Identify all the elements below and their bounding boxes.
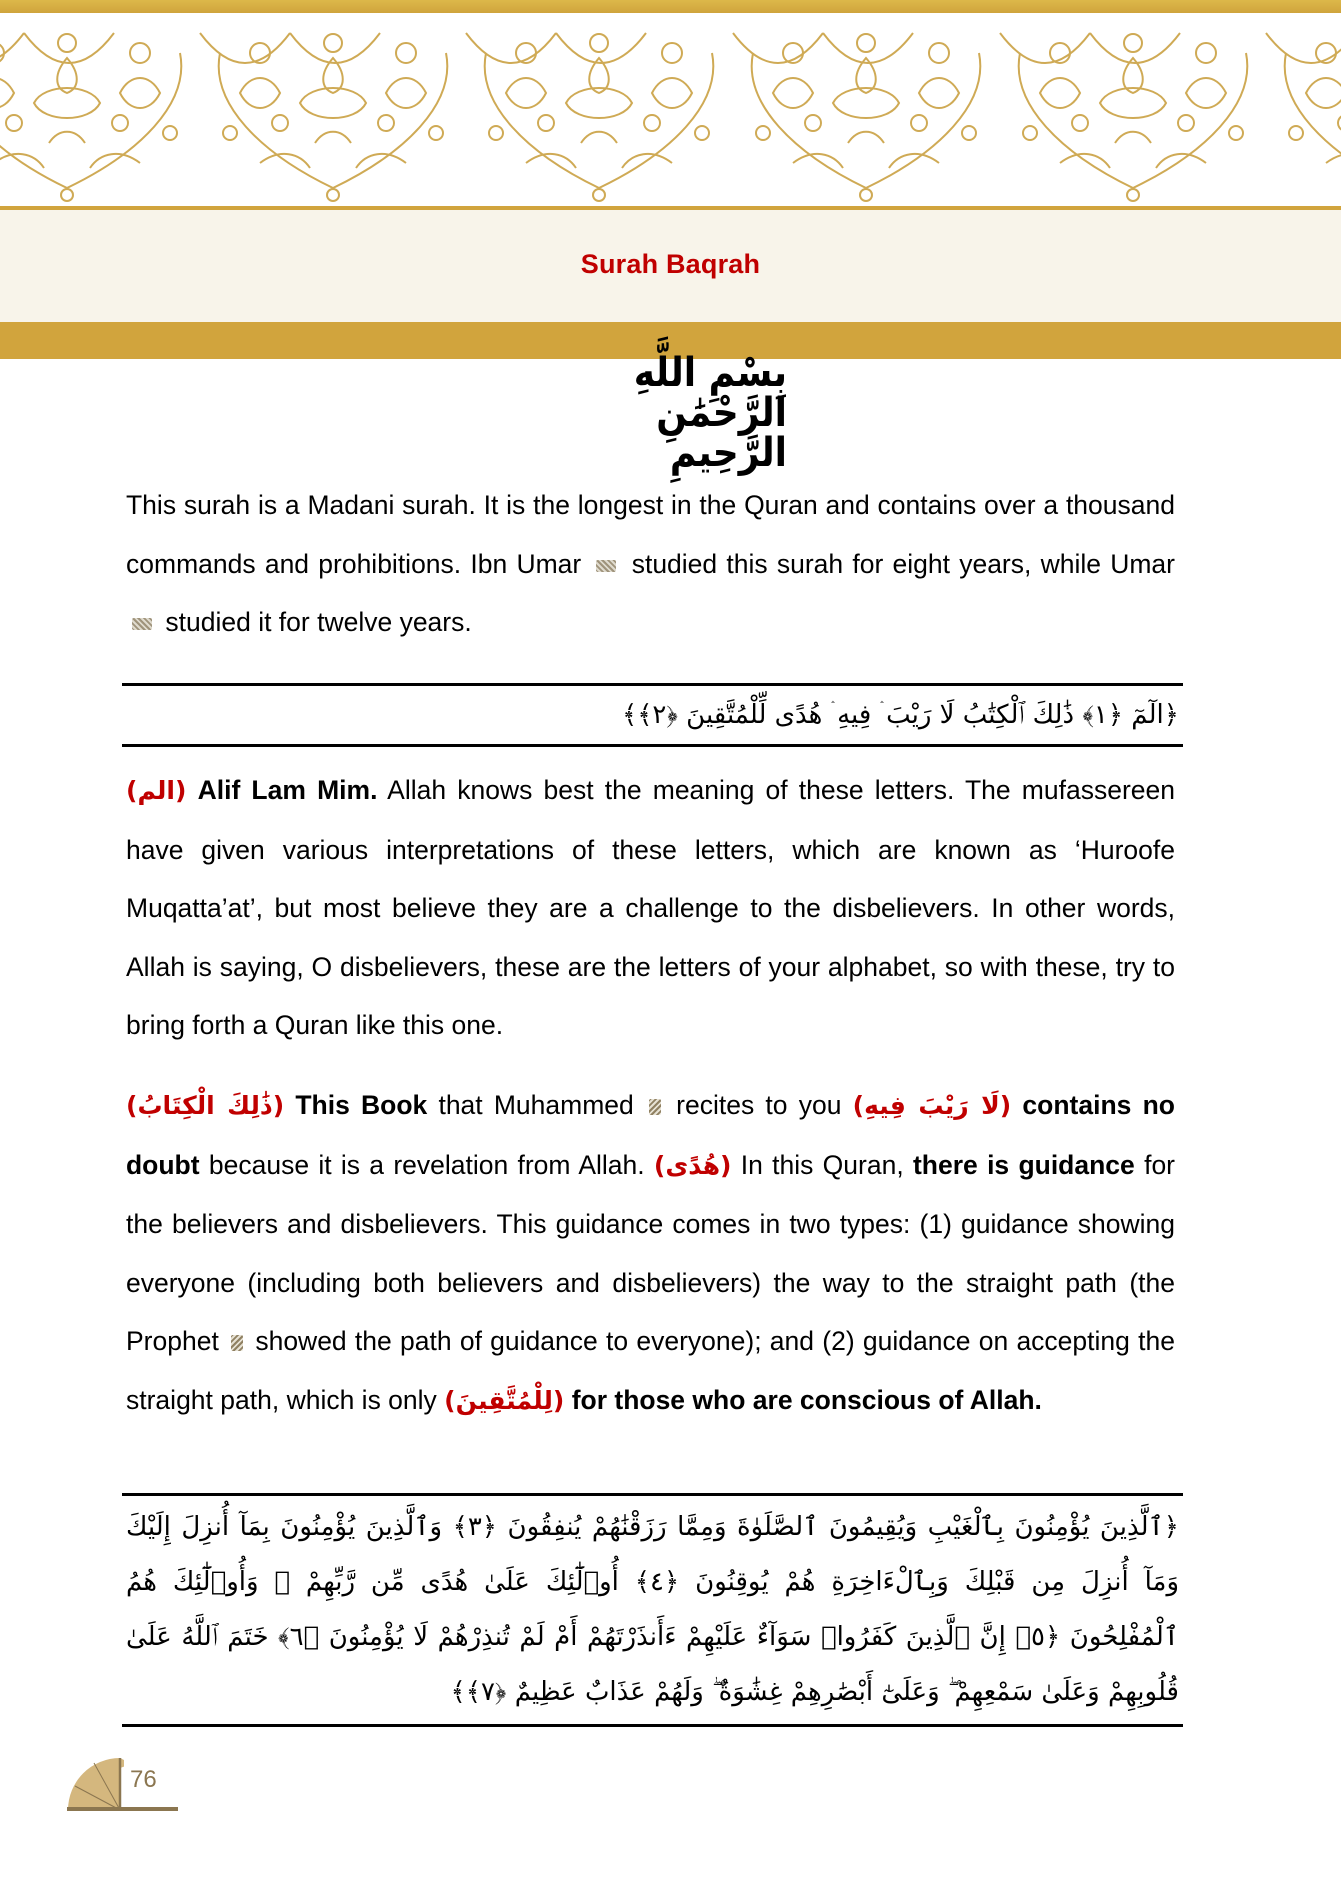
dhalika-alkitab-paragraph (126, 1076, 1175, 1430)
bismillah-text: بِسْمِ اللَّهِ الرَّحْمَٰنِ الرَّحِيمِ (633, 350, 787, 476)
dhalika-alkitab-paragraph-block (126, 1076, 1175, 1430)
title-band (0, 210, 1341, 322)
quran-verse-box-2 (122, 1493, 1183, 1727)
salawat-icon (231, 1335, 243, 1351)
paragraph-text: showed the path of guidance to everyone); and (2) guidance on accepting the straight path, which is only (126, 1326, 1175, 1415)
lace-ornament-icon (0, 13, 1341, 206)
bold-term: there is guidance (912, 1149, 1135, 1180)
bold-term: Alif Lam Mim. (197, 775, 378, 805)
header-top-gold-band (0, 0, 1341, 13)
paragraph-text: because it is a revelation from Allah. (208, 1149, 645, 1180)
alif-lam-mim-paragraph (126, 761, 1175, 1055)
arabic-term-dhalika-alkitab: (ذَٰلِكَ الْكِتَابُ) (126, 1091, 285, 1120)
arabic-term-hudan: (هُدًى) (653, 1150, 732, 1180)
verse-2-arabic: ﴿ٱلَّذِينَ يُؤْمِنُونَ بِٱلْغَيْبِ وَيُقِيمُونَ ٱلصَّلَوٰةَ وَمِمَّا رَزَقْنَٰهُمْ يُنفِقُونَ ﴿٣﴾ وَٱلَّذِينَ يُؤْمِنُونَ بِمَآ أُنزِلَ إِلَيْكَ وَمَآ أُنزِلَ مِن قَبْلِكَ وَبِٱلْءَاخِرَةِ هُمْ يُوقِنُونَ ﴿٤﴾ أُو۟لَٰٓئِكَ عَلَىٰ هُدًى مِّن رَّبِّهِمْ ۖ وَأُو۟لَٰٓئِكَ هُمُ ٱلْمُفْلِحُونَ ﴿٥﴾ إِنَّ ٱلَّذِينَ كَفَرُوا۟ سَوَآءٌ عَلَيْهِمْ ءَأَنذَرْتَهُمْ أَمْ لَمْ تُنذِرْهُمْ لَا يُؤْمِنُونَ ﴿٦﴾ خَتَمَ ٱللَّهُ عَلَىٰ قُلُوبِهِمْ وَعَلَىٰ سَمْعِهِمْ ۖ وَعَلَىٰٓ أَبْصَٰرِهِمْ غِشَٰوَةٌ ۖ وَلَهُمْ عَذَابٌ عَظِيمٌ ﴿٧﴾﴾ (126, 1512, 1179, 1707)
page-number: 76 (130, 1766, 157, 1793)
arabic-term-lil-muttaqin: (لِلْمُتَّقِينَ) (444, 1385, 565, 1415)
intro-paragraph-block (126, 476, 1175, 652)
header-ornament-border (0, 13, 1341, 206)
paragraph-text: for the believers and disbelievers. This guidance comes in two types: (1) guidance showing everyone (including both believers and disbelievers) the way to the straight path (the Prophet (126, 1149, 1176, 1356)
quran-verse-box-1 (122, 683, 1183, 747)
arabic-term-la-rayba-fihi: (لَا رَيْبَ فِيهِ) (852, 1091, 1012, 1120)
verse-1-arabic: ﴿الٓمٓ ﴿١﴾ ذَٰلِكَ ٱلْكِتَٰبُ لَا رَيْبَ ۛ فِيهِ ۛ هُدًى لِّلْمُتَّقِينَ ﴿٢﴾﴾ (621, 700, 1179, 730)
paragraph-text: that Muhammed (438, 1090, 634, 1120)
radiallahu-anhu-icon (132, 618, 152, 630)
intro-text-1: This surah is a Madani surah. It is the longest in the Quran and contains over a thousand commands and prohibitions. Ibn Umar (126, 490, 1175, 579)
bismillah-calligraphy (540, 350, 800, 476)
alif-lam-mim-paragraph-block (126, 761, 1175, 1055)
page-fan-icon (64, 1752, 124, 1814)
arabic-term-alif-lam-mim: (الم) (126, 776, 187, 805)
intro-paragraph (126, 476, 1175, 652)
page-title: Surah Baqrah (580, 248, 761, 279)
bold-term: contains no doubt (126, 1090, 1175, 1180)
intro-text-3: studied it for twelve years. (165, 607, 472, 637)
intro-text-2: studied this surah for eight years, while Umar (631, 548, 1175, 579)
bold-term: This Book (295, 1090, 428, 1120)
paragraph-text: recites to you (676, 1090, 842, 1120)
paragraph-text: In this Quran, (740, 1149, 904, 1180)
bold-term: for those who are conscious of Allah. (571, 1384, 1042, 1415)
radiallahu-anhu-icon (596, 560, 616, 572)
paragraph-text: Allah knows best the meaning of these letters. The mufassereen have given various interpretations of these letters, which are known as ‘Huroofe Muqatta’at’, but most believe they are a challenge to the disbelievers. In other words, Allah is saying, O disbelievers, these are the letters of your alphabet, so with these, try to bring forth a Quran like this one. (126, 775, 1175, 1040)
footer-rule (67, 1807, 178, 1811)
salawat-icon (649, 1099, 661, 1115)
